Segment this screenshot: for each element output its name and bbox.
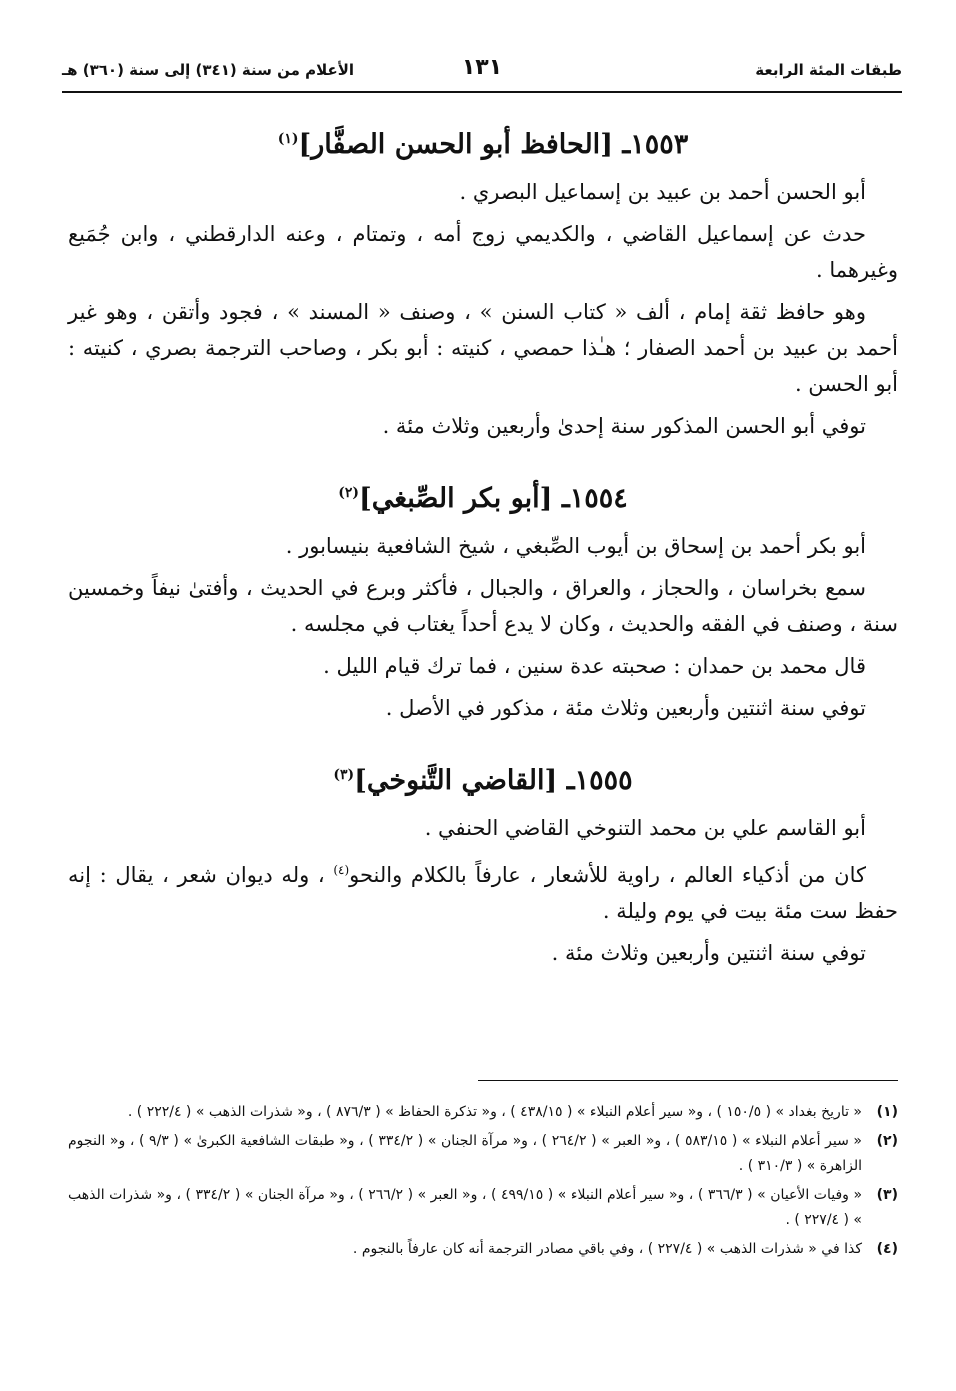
entry-1555: [68, 754, 898, 971]
spacer: [68, 732, 898, 754]
footnotes: [68, 1100, 898, 1266]
footnote: [68, 1100, 898, 1125]
footnote-ref: (٢): [338, 485, 359, 501]
entry-title: [68, 472, 898, 520]
footnote-number: (٣): [876, 1187, 898, 1203]
paragraph: أبو القاسم علي بن محمد التنوخي القاضي الحنفي .: [424, 816, 866, 840]
main-text: [68, 118, 898, 977]
entry-title: [68, 118, 898, 166]
entry-1554: [68, 472, 898, 726]
running-header: [62, 55, 902, 93]
footnote: [68, 1129, 898, 1179]
footnote-number: (٤): [876, 1241, 898, 1257]
paragraph: توفي أبو الحسن المذكور سنة إحدىٰ وأربعين وثلاث مئة .: [382, 414, 866, 438]
paragraph: [68, 852, 898, 929]
footnote-number: (١): [876, 1104, 898, 1120]
footnote-separator: [478, 1080, 898, 1081]
footnote-ref: (١): [277, 131, 299, 147]
paragraph: سمع بخراسان ، والحجاز ، والعراق ، والجبال ، فأكثر وبرع في الحديث ، وأفتىٰ نيفاً وخمسين سنة ، وصنف في الفقه والحديث ، وكان لا يدع أحداً يغتاب في مجلسه .: [68, 576, 898, 636]
paragraph: حدث عن إسماعيل القاضي ، والكديمي زوج أمه ، وتمتام ، وعنه الدارقطني ، وابن جُمَيع وغيرهما .: [68, 222, 898, 282]
entry-title-text: ١٥٥٥ـ [القاضي التَّنوخي]: [354, 765, 633, 796]
paragraph: وهو حافظ ثقة إمام ، ألف « كتاب السنن » ، وصنف « المسند » ، فجود وأتقن ، وهو غير أحمد بن عبيد بن أحمد الصفار ؛ هـٰذا حمصي ، كنيته : أبو بكر ، وصاحب الترجمة بصري ، كنيته : أبو الحسن .: [68, 300, 898, 396]
paragraph: أبو بكر أحمد بن إسحاق بن أيوب الصِّبغي ، شيخ الشافعية بنيسابور .: [285, 534, 866, 558]
footnote-text: « سير أعلام النبلاء » ( ٥٨٣/١٥ ) ، و« العبر » ( ٢٦٤/٢ ) ، و« مرآة الجنان » ( ٣٣٤/٢ ) ، و« طبقات الشافعية الكبرىٰ » ( ٩/٣ ) ، و« النجوم الزاهرة » ( ٣١٠/٣ ) .: [68, 1133, 862, 1174]
paragraph-text: كان من أذكياء العالم ، راوية للأشعار ، عارفاً بالكلام والنحو: [349, 863, 866, 887]
paragraph: توفي سنة اثنتين وأربعين وثلاث مئة ، مذكور في الأصل .: [385, 696, 866, 720]
page-number: ١٣١: [461, 55, 503, 80]
spacer: [68, 450, 898, 472]
footnote-ref: (٤): [333, 863, 350, 877]
footnote-text: « وفيات الأعيان » ( ٣٦٦/٣ ) ، و« سير أعلام النبلاء » ( ٤٩٩/١٥ ) ، و« العبر » ( ٢٦٦/٢ ) ، و« مرآة الجنان » ( ٣٣٤/٢ ) ، و« شذرات الذهب » ( ٢٢٧/٤ ) .: [68, 1187, 863, 1228]
footnote-text: « تاريخ بغداد » ( ١٥٠/٥ ) ، و« سير أعلام النبلاء » ( ٤٣٨/١٥ ) ، و« تذكرة الحفاظ » ( ٨٧٦/٣ ) ، و« شذرات الذهب » ( ٢٢٢/٤ ) .: [127, 1104, 862, 1120]
footnote-text: كذا في « شذرات الذهب » ( ٢٢٧/٤ ) ، وفي باقي مصادر الترجمة أنه كان عارفاً بالنجوم .: [352, 1241, 862, 1257]
header-years-range: الأعلام من سنة (٣٤١) إلى سنة (٣٦٠) هـ: [62, 61, 355, 79]
footnote: [68, 1237, 898, 1262]
paragraph-text: ، وله ديوان شعر ، يقال : إنه حفظ ست مئة بيت في يوم وليلة .: [68, 863, 898, 923]
footnote-number: (٢): [876, 1133, 898, 1149]
entry-title-text: ١٥٥٣ـ [الحافظ أبو الحسن الصفَّار]: [298, 129, 689, 160]
header-section-title: طبقات المئة الرابعة: [755, 61, 902, 79]
paragraph: أبو الحسن أحمد بن عبيد بن إسماعيل البصري .: [459, 180, 866, 204]
footnote: [68, 1183, 898, 1233]
paragraph: توفي سنة اثنتين وأربعين وثلاث مئة .: [551, 941, 866, 965]
entry-title-text: ١٥٥٤ـ [أبو بكر الصِّبغي]: [358, 483, 628, 514]
footnote-ref: (٣): [333, 767, 355, 783]
paragraph: قال محمد بن حمدان : صحبته عدة سنين ، فما ترك قيام الليل .: [323, 654, 866, 678]
entry-1553: [68, 118, 898, 444]
entry-title: [68, 754, 898, 802]
